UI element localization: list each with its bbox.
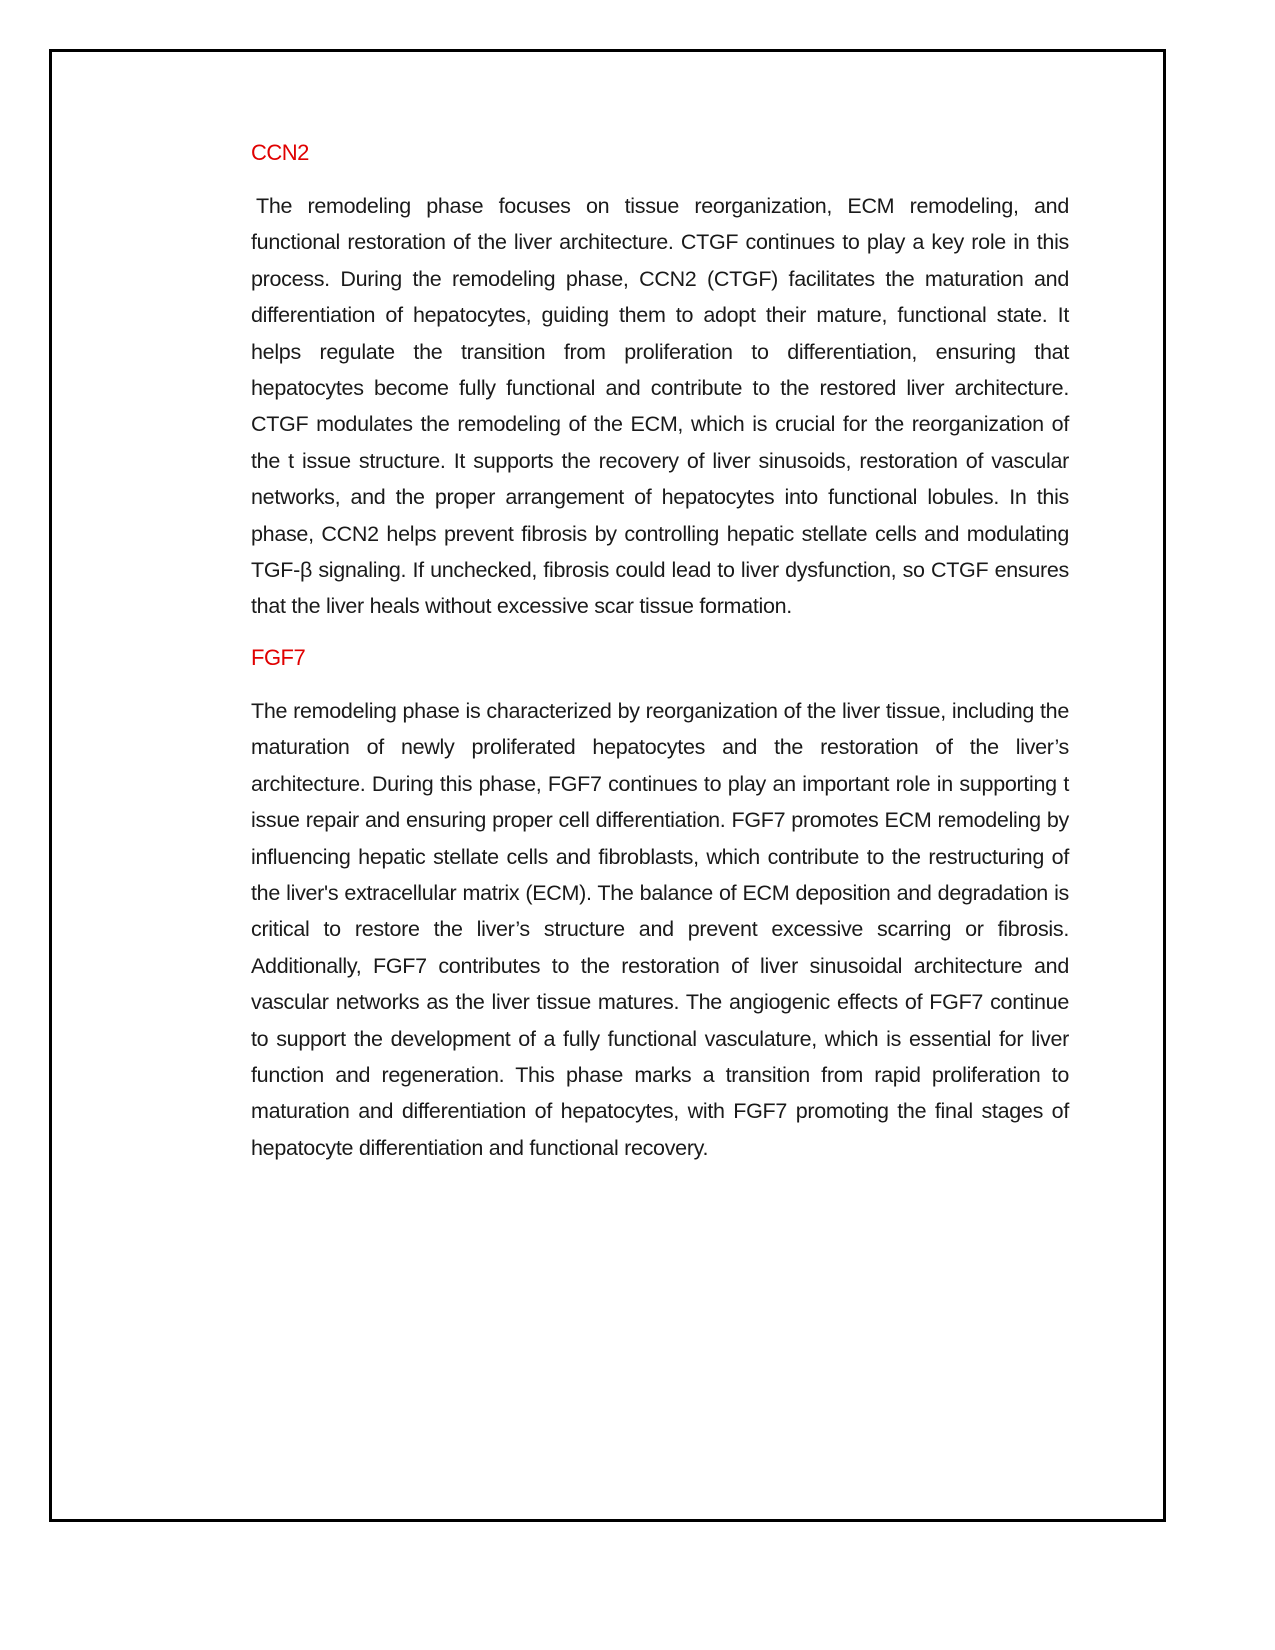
section-fgf7 — [251, 643, 1069, 1166]
document-content — [251, 138, 1069, 1184]
section-ccn2 — [251, 138, 1069, 625]
section-paragraph: The remodeling phase is characterized by reorganization of the liver tissue, including the maturation of newly proliferated hepatocytes and the restoration of the liver’s architecture. During this phase, FGF7 continues to play an important role in supporting t issue repair and ensuring proper cell differentiation. FGF7 promotes ECM remodeling by influencing hepatic stellate cells and fibroblasts, which contribute to the restructuring of the liver's extracellular matrix (ECM). The balance of ECM deposition and degradation is critical to restore the liver’s structure and prevent excessive scarring or fibrosis. Additionally, FGF7 contributes to the restoration of liver sinusoidal architecture and vascular networks as the liver tissue matures. The angiogenic effects of FGF7 continue to support the development of a fully functional vasculature, which is essential for liver function and regeneration. This phase marks a transition from rapid proliferation to maturation and differentiation of hepatocytes, with FGF7 promoting the final stages of hepatocyte differentiation and functional recovery. — [251, 698, 1069, 1160]
section-heading: CCN2 — [251, 140, 309, 165]
section-paragraph: The remodeling phase focuses on tissue reorganization, ECM remodeling, and functional restoration of the liver architecture. CTGF continues to play a key role in this process. During the remodeling phase, CCN2 (CTGF) facilitates the maturation and differentiation of hepatocytes, guiding them to adopt their mature, functional state. It helps regulate the transition from proliferation to differentiation, ensuring that hepatocytes become fully functional and contribute to the restored liver architecture. CTGF modulates the remodeling of the ECM, which is crucial for the reorganization of the t issue structure. It supports the recovery of liver sinusoids, restoration of vascular networks, and the proper arrangement of hepatocytes into functional lobules. In this phase, CCN2 helps prevent fibrosis by controlling hepatic stellate cells and modulating TGF-β signaling. If unchecked, fibrosis could lead to liver dysfunction, so CTGF ensures that the liver heals without excessive scar tissue formation. — [251, 194, 1069, 619]
section-heading: FGF7 — [251, 644, 306, 670]
